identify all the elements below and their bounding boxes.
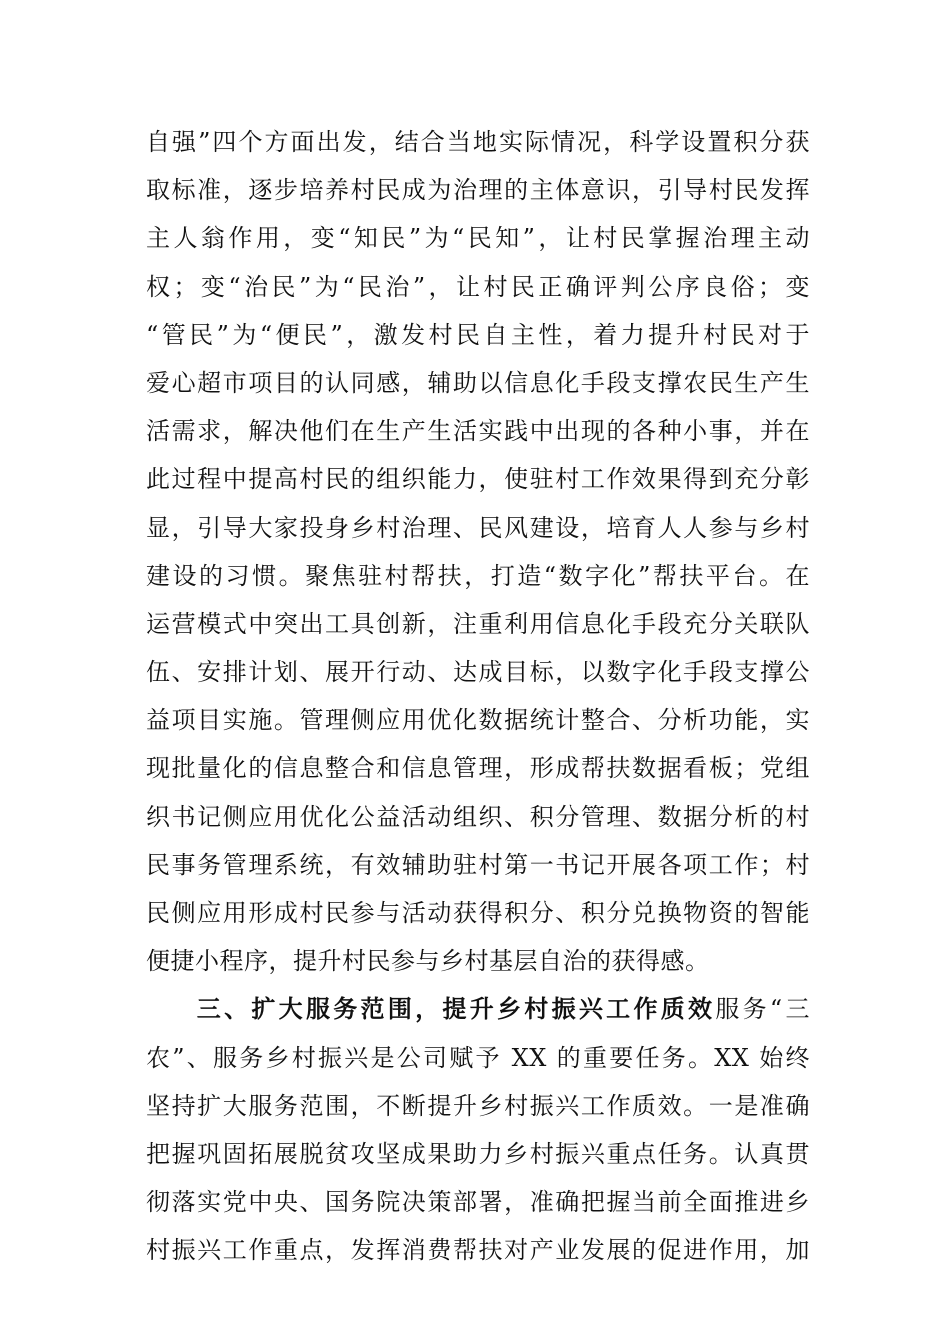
- text-line: 彻落实党中央、国务院决策部署，准确把握当前全面推进乡: [146, 1188, 810, 1217]
- section-heading-line: [146, 985, 810, 1033]
- paragraph-section-3: [146, 985, 810, 1274]
- text-line: 现批量化的信息整合和信息管理，形成帮扶数据看板；党组: [146, 754, 810, 783]
- body-text: [146, 118, 810, 1275]
- section-heading: 三、扩大服务范围，提升乡村振兴工作质效: [194, 994, 716, 1024]
- text-line: 建设的习惯。聚焦驻村帮扶，打造“数字化”帮扶平台。在: [146, 561, 810, 590]
- text-line: 取标准，逐步培养村民成为治理的主体意识，引导村民发挥: [146, 176, 810, 205]
- text-line: 便捷小程序，提升村民参与乡村基层自治的获得感。: [146, 947, 710, 976]
- text-line: 把握巩固拓展脱贫攻坚成果助力乡村振兴重点任务。认真贯: [146, 1139, 810, 1168]
- text-line: 显，引导大家投身乡村治理、民风建设，培育人人参与乡村: [146, 513, 810, 542]
- text-line: 爱心超市项目的认同感，辅助以信息化手段支撑农民生产生: [146, 368, 810, 397]
- text-line: 运营模式中突出工具创新，注重利用信息化手段充分关联队: [146, 609, 810, 638]
- text-line: 伍、安排计划、展开行动、达成目标，以数字化手段支撑公: [146, 658, 810, 687]
- text-line: 民事务管理系统，有效辅助驻村第一书记开展各项工作；村: [146, 850, 810, 879]
- text-line: 村振兴工作重点，发挥消费帮扶对产业发展的促进作用，加: [146, 1236, 810, 1265]
- text-line: 益项目实施。管理侧应用优化数据统计整合、分析功能，实: [146, 706, 810, 735]
- text-line: 此过程中提高村民的组织能力，使驻村工作效果得到充分彰: [146, 465, 810, 494]
- text-line: 坚持扩大服务范围，不断提升乡村振兴工作质效。一是准确: [146, 1091, 810, 1120]
- text-line: 农”、服务乡村振兴是公司赋予 XX 的重要任务。XX 始终: [146, 1043, 810, 1072]
- text-line: 自强”四个方面出发，结合当地实际情况，科学设置积分获: [146, 128, 810, 156]
- text-run: 服务“三: [715, 995, 810, 1024]
- text-line: 主人翁作用，变“知民”为“民知”，让村民掌握治理主动: [146, 224, 810, 253]
- text-line: “管民”为“便民”，激发村民自主性，着力提升村民对于: [146, 320, 810, 349]
- text-line: 权；变“治民”为“民治”，让村民正确评判公序良俗；变: [146, 272, 810, 301]
- text-line: 活需求，解决他们在生产生活实践中出现的各种小事，并在: [146, 417, 810, 446]
- text-line: 织书记侧应用优化公益活动组织、积分管理、数据分析的村: [146, 802, 810, 831]
- text-line: 民侧应用形成村民参与活动获得积分、积分兑换物资的智能: [146, 899, 810, 927]
- paragraph-village-governance: [146, 118, 810, 985]
